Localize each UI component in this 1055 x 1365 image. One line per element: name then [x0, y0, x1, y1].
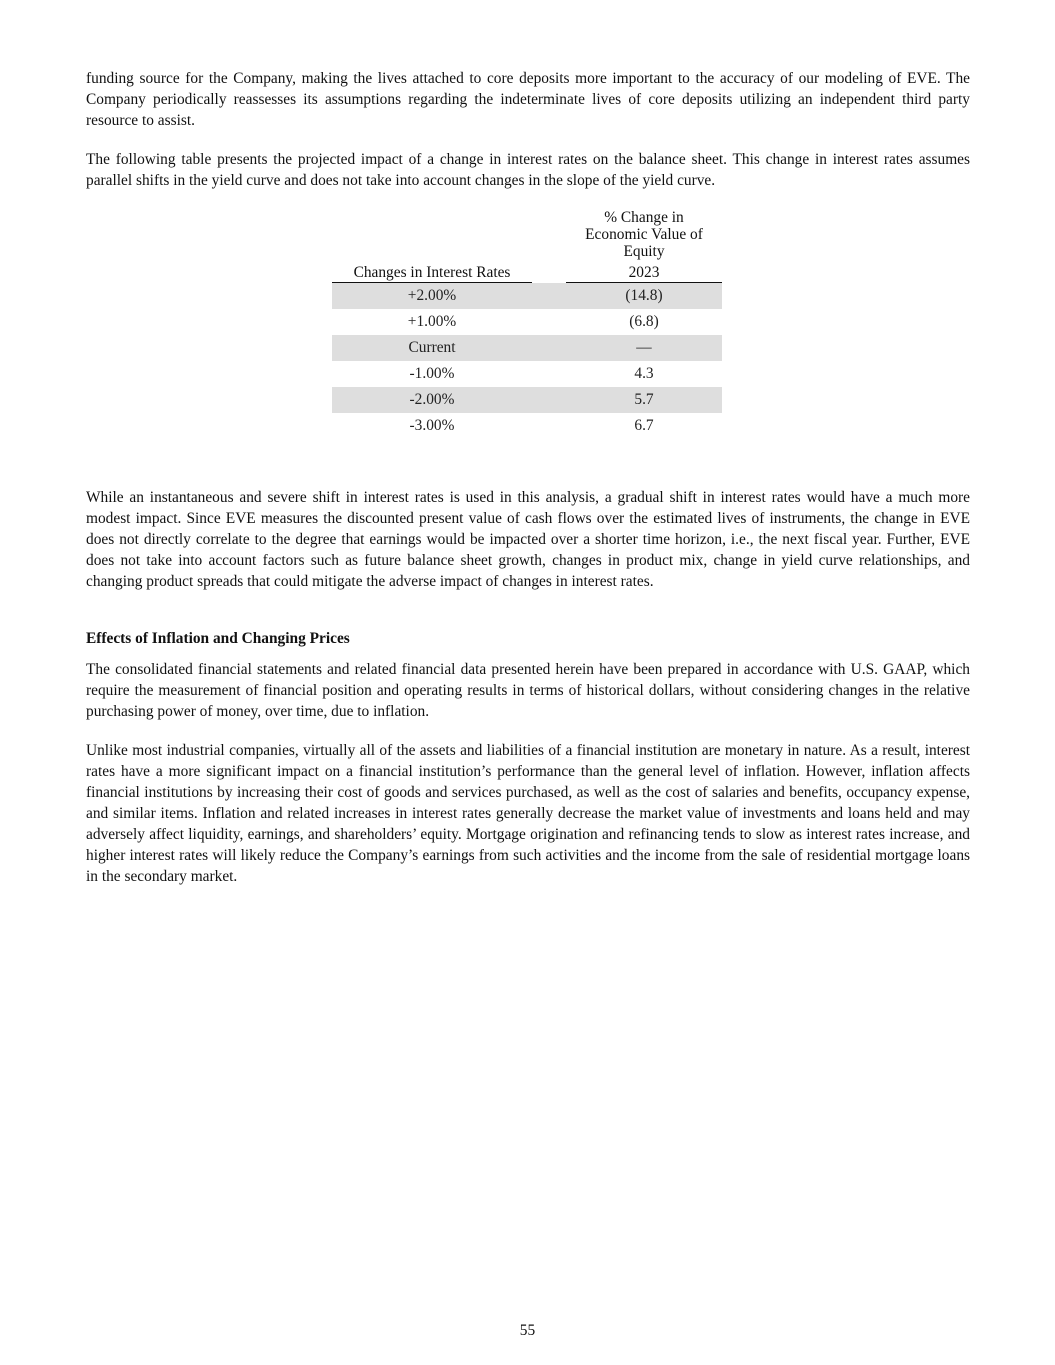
eve-header-line-1: % Change in	[604, 209, 684, 226]
table-row	[332, 387, 722, 413]
eve-header-line-3: Equity	[623, 243, 665, 260]
table-row	[332, 309, 722, 335]
rate-column-header: Changes in Interest Rates	[332, 260, 532, 283]
table-row	[332, 413, 722, 439]
document-page	[86, 68, 970, 905]
rate-cell: +1.00%	[407, 313, 457, 330]
page-number: 55	[519, 1322, 536, 1339]
paragraph-table-intro: The following table presents the projected impact of a change in interest rates on the balance sheet. This change in interest rates assumes parallel shifts in the yield curve and does not take into account changes in the slope of the yield curve.	[86, 151, 970, 189]
eve-header-line-2: Economic Value of	[585, 226, 703, 243]
eve-change-cell: 6.7	[634, 417, 654, 434]
table-subheader-row	[332, 260, 722, 283]
eve-change-cell: —	[566, 335, 722, 361]
paragraph-core-deposits: funding source for the Company, making the lives attached to core deposits more important to the accuracy of our modeling of EVE. The Company periodically reassesses its assumptions regarding the indeterminate lives of core deposits utilizing an independent third party resource to assist.	[86, 70, 970, 129]
rate-cell: +2.00%	[332, 283, 532, 309]
table-header-row	[332, 209, 722, 260]
eve-sensitivity-table	[332, 209, 722, 439]
paragraph-gaap: The consolidated financial statements and related financial data presented herein have been prepared in accordance with U.S. GAAP, which require the measurement of financial position and operating results in terms of historical dollars, without considering changes in the relative purchasing power of money, over time, due to inflation.	[86, 661, 970, 720]
table-row	[332, 283, 722, 309]
table-row	[332, 335, 722, 361]
section-heading-inflation: Effects of Inflation and Changing Prices	[86, 630, 350, 647]
paragraph-monetary-nature: Unlike most industrial companies, virtually all of the assets and liabilities of a financial institution are monetary in nature. As a result, interest rates have a more significant impact on a financial institution’s performance than the general level of inflation. However, inflation affects financial institutions by increasing their cost of goods and services purchased, as well as the cost of salaries and benefits, occupancy expense, and similar items. Inflation and related increases in interest rates generally decrease the market value of investments and loans held and may adversely affect liquidity, earnings, and shareholders’ equity. Mortgage origination and refinancing tends to slow as interest rates increase, and higher interest rates will likely reduce the Company’s earnings from such activities and the income from the sale of residential mortgage loans in the secondary market.	[86, 742, 970, 885]
eve-change-cell: (6.8)	[629, 313, 659, 330]
eve-change-cell: 5.7	[566, 387, 722, 413]
eve-change-cell: 4.3	[634, 365, 654, 382]
eve-column-header	[566, 209, 722, 260]
rate-cell: -1.00%	[409, 365, 455, 382]
rate-cell: -3.00%	[409, 417, 455, 434]
eve-table-container	[86, 209, 970, 475]
paragraph-eve-analysis: While an instantaneous and severe shift in interest rates is used in this analysis, a gradual shift in interest rates would have a much more modest impact. Since EVE measures the discounted present value of cash flows over the estimated lives of instruments, the change in EVE does not directly correlate to the degree that earnings would be impacted over a shorter time horizon, i.e., the next fiscal year. Further, EVE does not take into account factors such as future balance sheet growth, changes in product mix, change in yield curve relationships, and changing product spreads that could mitigate the adverse impact of changes in interest rates.	[86, 489, 970, 590]
year-column-header: 2023	[566, 260, 722, 283]
eve-change-cell: (14.8)	[566, 283, 722, 309]
rate-cell: -2.00%	[332, 387, 532, 413]
rate-cell: Current	[332, 335, 532, 361]
table-row	[332, 361, 722, 387]
